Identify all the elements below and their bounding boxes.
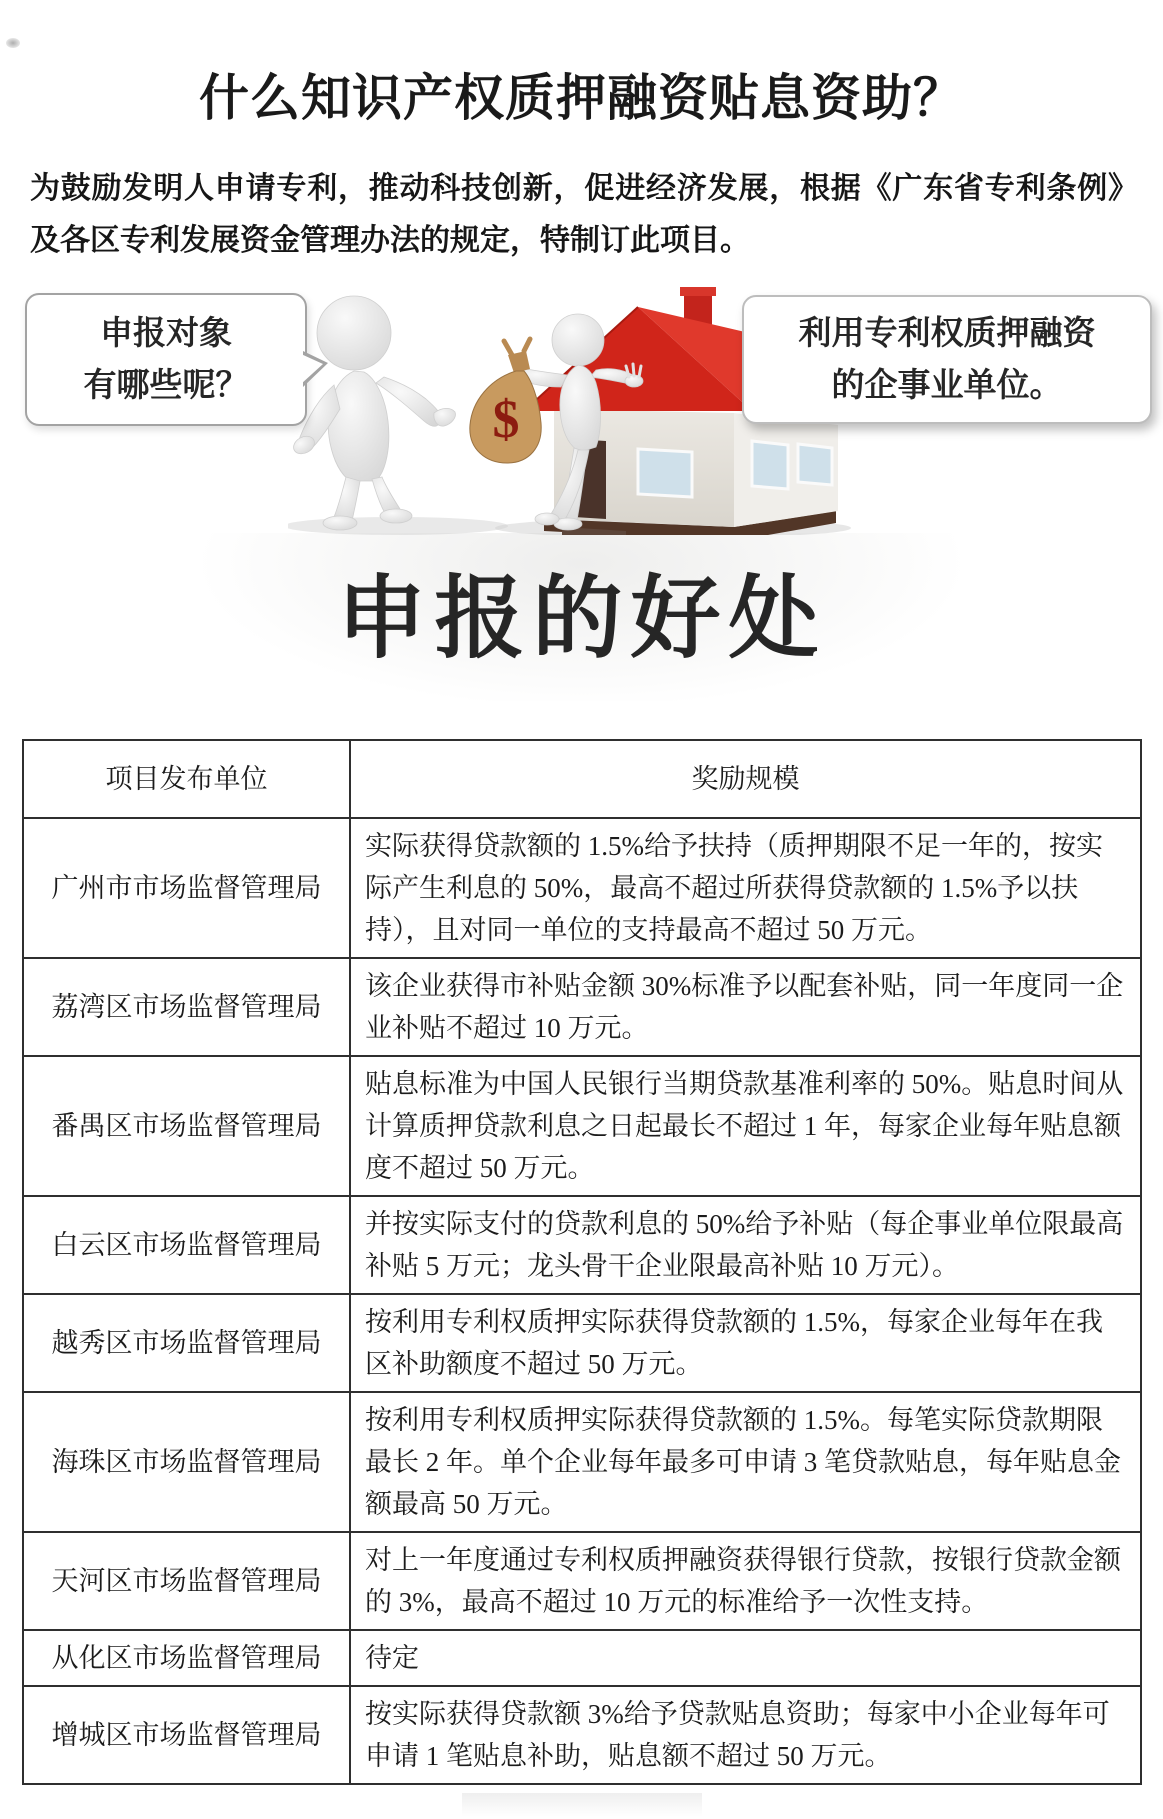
chimney-cap <box>680 287 716 296</box>
house-front-window <box>638 449 692 497</box>
figure-leg <box>334 477 360 521</box>
figure-head <box>552 314 604 366</box>
table-row <box>23 1294 1141 1392</box>
page-title: 什么知识产权质押融资贴息资助？ <box>199 69 964 126</box>
table-header-row <box>23 740 1141 818</box>
scan-smudge <box>6 38 20 48</box>
figure-head <box>317 296 391 370</box>
table-row <box>23 1392 1141 1532</box>
figure-right-hand <box>434 408 456 426</box>
unit-cell: 广州市市场监督管理局 <box>23 818 350 958</box>
header-unit: 项目发布单位 <box>23 740 350 818</box>
reward-cell: 贴息标准为中国人民银行当期贷款基准利率的 50%。贴息时间从计算质押贷款利息之日起最长不超过 1 年，每家企业每年贴息额度不超过 50 万元。 <box>350 1056 1141 1196</box>
reward-cell: 该企业获得市补贴金额 30%标准予以配套补贴，同一年度同一企业补贴不超过 10 万元。 <box>350 958 1141 1056</box>
illustration-band <box>0 273 1163 531</box>
reward-cell: 对上一年度通过专利权质押融资获得银行贷款，按银行贷款金额的 3%，最高不超过 10 万元的标准给予一次性支持。 <box>350 1532 1141 1630</box>
table-row <box>23 1196 1141 1294</box>
table-body <box>23 818 1141 1784</box>
unit-cell: 从化区市场监督管理局 <box>23 1630 350 1686</box>
answer-bubble <box>742 295 1152 424</box>
intro-paragraph: 为鼓励发明人申请专利，推动科技创新，促进经济发展，根据《广东省专利条例》及各区专利发展资金管理办法的规定，特制订此项目。 <box>30 172 1138 257</box>
section-heading: 申报的好处 <box>0 533 1163 701</box>
reward-cell: 按实际获得贷款额 3%给予贷款贴息资助；每家中小企业每年可申请 1 笔贴息补助，贴息额不超过 50 万元。 <box>350 1686 1141 1784</box>
table-row <box>23 818 1141 958</box>
figure-foot <box>323 516 357 530</box>
table-row <box>23 1630 1141 1686</box>
unit-cell: 白云区市场监督管理局 <box>23 1196 350 1294</box>
question-bubble-line2: 有哪些呢？ <box>83 367 249 404</box>
table-row <box>23 1686 1141 1784</box>
reward-table <box>22 739 1142 1785</box>
header-reward: 奖励规模 <box>350 740 1141 818</box>
reward-cell: 并按实际支付的贷款利息的 50%给予补贴（每企事业单位限最高补贴 5 万元；龙头骨干企业限最高补贴 10 万元）。 <box>350 1196 1141 1294</box>
unit-cell: 海珠区市场监督管理局 <box>23 1392 350 1532</box>
unit-cell: 增城区市场监督管理局 <box>23 1686 350 1784</box>
unit-cell: 越秀区市场监督管理局 <box>23 1294 350 1392</box>
question-bubble-line1: 申报对象 <box>100 315 232 352</box>
standing-figure <box>291 296 456 530</box>
figure-foot <box>535 513 559 525</box>
reward-cell: 按利用专利权质押实际获得贷款额的 1.5%，每家企业每年在我区补助额度不超过 50 万元。 <box>350 1294 1141 1392</box>
table-row <box>23 1532 1141 1630</box>
money-bag <box>470 339 541 463</box>
unit-cell: 天河区市场监督管理局 <box>23 1532 350 1630</box>
unit-cell: 番禺区市场监督管理局 <box>23 1056 350 1196</box>
reward-cell: 待定 <box>350 1630 1141 1686</box>
house-side-window <box>752 441 788 489</box>
bag-knot <box>508 351 530 373</box>
house-side-window <box>798 444 832 485</box>
table-row <box>23 958 1141 1056</box>
answer-bubble-line1: 利用专利权质押融资 <box>798 315 1096 352</box>
reward-cell: 按利用专利权质押实际获得贷款额的 1.5%。每笔实际贷款期限最长 2 年。单个企业每年最多可申请 3 笔贷款贴息，每年贴息金额最高 50 万元。 <box>350 1392 1141 1532</box>
question-bubble <box>25 293 307 426</box>
answer-bubble-line2: 的企事业单位。 <box>831 367 1063 404</box>
figure-torso <box>328 371 389 481</box>
reward-cell: 实际获得贷款额的 1.5%给予扶持（质押期限不足一年的，按实际产生利息的 50%，最高不超过所获得贷款额的 1.5%予以扶持），且对同一单位的支持最高不超过 50 万元。 <box>350 818 1141 958</box>
figure-foot <box>380 509 412 523</box>
table-row <box>23 1056 1141 1196</box>
unit-cell: 荔湾区市场监督管理局 <box>23 958 350 1056</box>
dollar-sign-icon: $ <box>492 389 520 449</box>
scan-smudge <box>462 1793 702 1819</box>
